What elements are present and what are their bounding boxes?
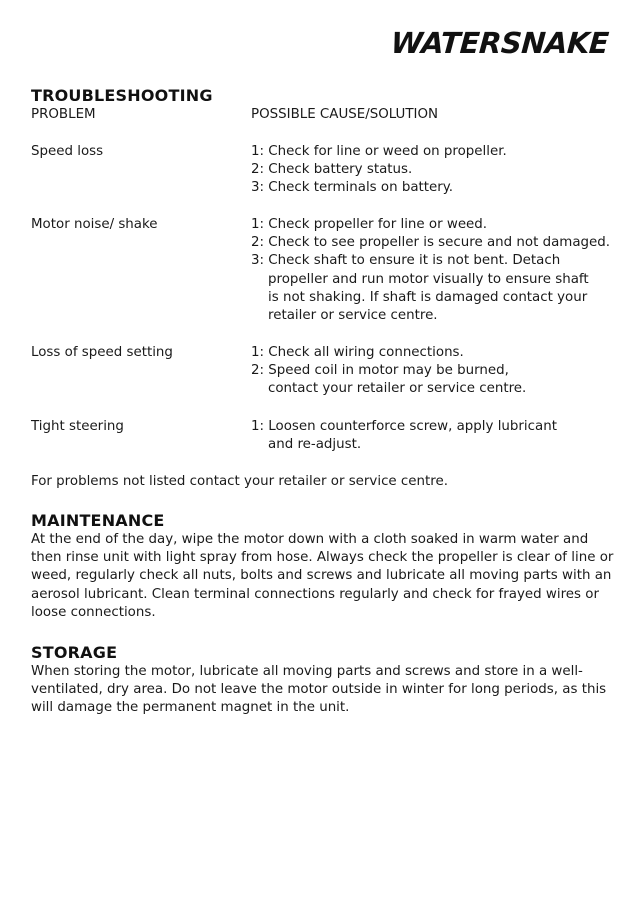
cause-line: and re-adjust. — [268, 437, 362, 453]
cause-line: 3: Check terminals on battery. — [251, 180, 454, 196]
problem-speed-loss: Speed loss — [31, 144, 104, 159]
problem-column-header: PROBLEM — [31, 107, 96, 122]
causes-loss-of-speed-setting — [251, 344, 526, 399]
causes-tight-steering — [251, 418, 557, 454]
storage-heading: STORAGE — [31, 643, 118, 662]
troubleshooting-footer-note: For problems not listed contact your retailer or service centre. — [31, 474, 448, 489]
causes-speed-loss — [251, 143, 507, 198]
cause-line: retailer or service centre. — [268, 308, 438, 324]
cause-line: 1: Loosen counterforce screw, apply lubricant — [251, 419, 557, 434]
cause-line: contact your retailer or service centre. — [268, 381, 527, 397]
cause-line: 3: Check shaft to ensure it is not bent. Detach — [251, 253, 561, 269]
maintenance-heading: MAINTENANCE — [31, 511, 165, 530]
cause-line: 2: Check to see propeller is secure and not damaged. — [251, 235, 611, 251]
cause-line: is not shaking. If shaft is damaged contact your — [268, 289, 588, 305]
causes-motor-noise — [251, 216, 610, 325]
cause-line: 1: Check for line or weed on propeller. — [251, 144, 507, 159]
maintenance-body: At the end of the day, wipe the motor down with a cloth soaked in warm water and then rinse unit with light spray from hose. Always check the propeller is clear of line or weed, regularly check all nuts, bolts and screws and lubricate all moving parts with an aerosol lubricant. Clean terminal connections regularly and check for frayed wires or loose connections. — [31, 532, 614, 620]
cause-line: 2: Check battery status. — [251, 162, 413, 178]
cause-line: 1: Check propeller for line or weed. — [251, 217, 488, 232]
troubleshooting-heading: TROUBLESHOOTING — [31, 86, 213, 105]
cause-column-header: POSSIBLE CAUSE/SOLUTION — [251, 107, 439, 122]
cause-line: 2: Speed coil in motor may be burned, — [251, 363, 509, 379]
problem-tight-steering: Tight steering — [31, 419, 124, 434]
cause-line: 1: Check all wiring connections. — [251, 345, 464, 360]
storage-body: When storing the motor, lubricate all moving parts and screws and store in a well-ventilated, dry area. Do not leave the motor outside in winter for long periods, as this will damage the permanent magnet in the unit. — [31, 664, 607, 716]
brand-logo: WATERSNAKE — [389, 26, 610, 60]
problem-loss-of-speed-setting: Loss of speed setting — [31, 345, 173, 360]
problem-motor-noise: Motor noise/ shake — [31, 217, 158, 232]
cause-line: propeller and run motor visually to ensure shaft — [268, 271, 589, 287]
